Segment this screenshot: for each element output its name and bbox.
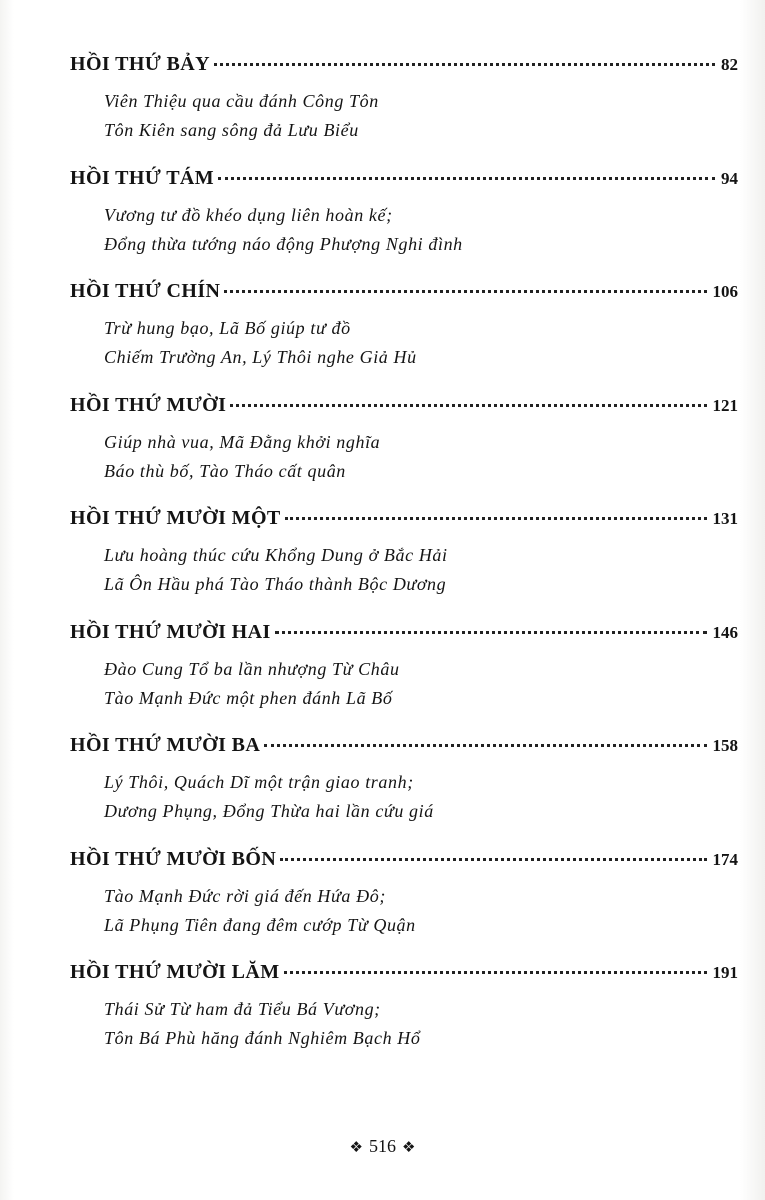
chapter-title: HỒI THỨ CHÍN [70,280,221,302]
toc-heading-row[interactable] [70,961,738,995]
toc-heading-row[interactable] [70,848,738,882]
chapter-subtitle-line: Giúp nhà vua, Mã Đằng khởi nghĩa [104,431,381,452]
dot-leader [280,858,706,861]
toc-entry [70,961,738,1075]
chapter-page-number: 146 [712,622,738,642]
chapter-page-number: 94 [721,168,738,188]
chapter-subtitle-line: Chiếm Trường An, Lý Thôi nghe Giả Hủ [104,347,417,367]
table-of-contents [70,53,738,1075]
chapter-subtitle-line: Tôn Bá Phù hăng đánh Nghiêm Bạch Hổ [104,1028,421,1048]
page-number: 516 [369,1136,396,1156]
chapter-subtitle-line: Tôn Kiên sang sông đả Lưu Biểu [104,120,359,140]
chapter-page-number: 82 [721,55,738,74]
ornament-left-icon: ❖ [349,1138,363,1156]
dot-leader [214,63,715,66]
chapter-page-number: 121 [712,395,738,415]
chapter-title: HỒI THỨ MƯỜI BỐN [70,847,277,870]
chapter-page-number: 106 [712,282,738,301]
chapter-subtitle-line: Lý Thôi, Quách Dĩ một trận giao tranh; [104,772,414,792]
chapter-title: HỒI THỨ BẢY [70,53,210,75]
toc-heading-row[interactable] [70,53,738,87]
toc-entry [70,280,738,394]
dot-leader [218,177,715,180]
page-footer [0,1136,765,1157]
toc-heading-row[interactable] [70,734,738,768]
toc-heading-row[interactable] [70,280,738,314]
dot-leader [230,404,706,407]
toc-entry [70,621,738,735]
dot-leader [285,517,707,520]
chapter-page-number: 131 [712,509,738,528]
chapter-subtitle-line: Lã Phụng Tiên đang đêm cướp Từ Quận [104,914,416,935]
chapter-subtitle-line: Lã Ôn Hầu phá Tào Tháo thành Bộc Dương [104,574,447,594]
chapter-title: HỒI THỨ MƯỜI MỘT [70,507,281,529]
toc-entry [70,394,738,508]
chapter-title: HỒI THỨ MƯỜI LĂM [70,961,280,983]
chapter-page-number: 191 [712,963,738,982]
dot-leader [264,744,706,747]
chapter-subtitle-line: Lưu hoàng thúc cứu Khổng Dung ở Bắc Hải [104,545,448,565]
chapter-subtitle-line: Báo thù bố, Tào Tháo cất quân [104,460,346,481]
toc-heading-row[interactable] [70,507,738,541]
chapter-page-number: 174 [712,849,738,869]
chapter-subtitle-line: Đào Cung Tổ ba lần nhượng Từ Châu [104,658,400,679]
dot-leader [284,971,707,974]
dot-leader [224,290,706,293]
chapter-subtitle-line: Viên Thiệu qua cầu đánh Công Tôn [104,91,379,111]
dot-leader [275,631,707,634]
chapter-subtitle-line: Tào Mạnh Đức rời giá đến Hứa Đô; [104,885,386,906]
toc-entry [70,507,738,621]
chapter-subtitle-line: Đổng thừa tướng náo động Phượng Nghi đình [104,233,463,254]
toc-entry [70,734,738,848]
chapter-page-number: 158 [712,736,738,755]
chapter-subtitle-line: Dương Phụng, Đổng Thừa hai lần cứu giá [104,801,434,821]
chapter-title: HỒI THỨ MƯỜI HAI [70,620,271,643]
ornament-right-icon: ❖ [402,1138,416,1156]
chapter-subtitle-line: Trừ hung bạo, Lã Bố giúp tư đồ [104,318,351,338]
chapter-title: HỒI THỨ MƯỜI BA [70,734,261,756]
toc-entry [70,848,738,962]
toc-entry [70,167,738,281]
toc-heading-row[interactable] [70,394,738,428]
chapter-subtitle-line: Vương tư đồ khéo dụng liên hoàn kế; [104,204,393,225]
toc-heading-row[interactable] [70,167,738,201]
toc-entry [70,53,738,167]
chapter-title: HỒI THỨ TÁM [70,166,215,189]
chapter-title: HỒI THỨ MƯỜI [70,393,227,416]
toc-heading-row[interactable] [70,621,738,655]
chapter-subtitle-line: Thái Sử Từ ham đả Tiểu Bá Vương; [104,999,381,1019]
chapter-subtitle-line: Tào Mạnh Đức một phen đánh Lã Bố [104,687,393,708]
